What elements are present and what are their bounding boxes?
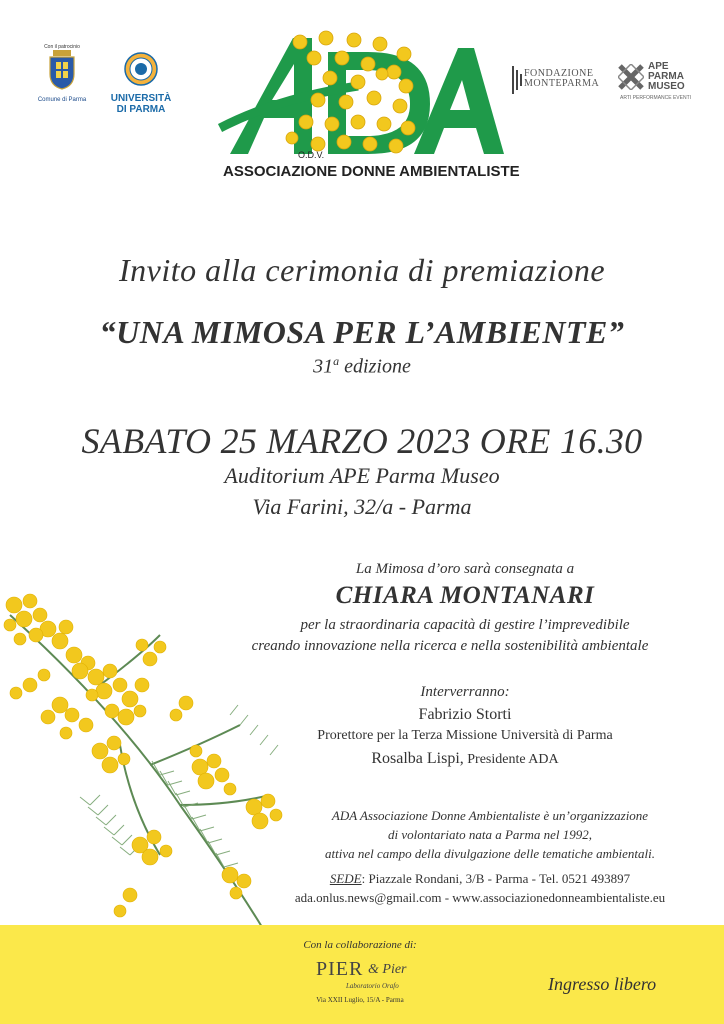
speaker2-role: Presidente ADA [463, 752, 559, 767]
speaker2 [300, 750, 630, 768]
collaboration-label: Con la collaborazione di: [303, 939, 417, 951]
association-name: ASSOCIAZIONE DONNE AMBIENTALISTE [223, 163, 520, 180]
award-motivation-line2: creando innovazione nella ricerca e nella sostenibilità ambientale [251, 638, 649, 654]
speaker1-name: Fabrizio Storti [418, 706, 512, 723]
about-line3: attiva nel campo della divulgazione delle tematiche ambientali. [325, 846, 655, 861]
event-datetime: SABATO 25 MARZO 2023 ORE 16.30 [81, 421, 643, 461]
award-motivation-line1: per la straordinaria capacità di gestire l’imprevedibile [300, 617, 630, 633]
ape-line1: APE [648, 61, 669, 72]
edition-sup: a [333, 354, 340, 368]
fondazione-monteparma-logo [512, 66, 604, 94]
ada-logo [218, 30, 508, 180]
speaker1-role: Prorettore per la Terza Missione Università di Parma [317, 728, 613, 743]
speakers-label: Interverranno: [420, 684, 510, 700]
pier-sponsor-logo [312, 958, 412, 992]
university-name-line1: UNIVERSITÀ [110, 93, 172, 104]
event-venue: Auditorium APE Parma Museo [224, 463, 500, 488]
fondazione-mark-icon [512, 66, 522, 94]
edition-word: edizione [339, 355, 411, 378]
edition-number: 31 [313, 355, 334, 378]
fondazione-line1: FONDAZIONE [524, 68, 594, 79]
edition [0, 354, 724, 379]
ape-line3: MUSEO [648, 81, 685, 92]
comune-name: Comune di Parma [37, 97, 87, 103]
sede-label: SEDE [329, 871, 362, 886]
event-address: Via Farini, 32/a - Parma [252, 494, 472, 519]
patronage-label: Con il patrocinio [44, 44, 80, 50]
coat-of-arms-icon [47, 50, 77, 90]
university-name-line2: DI PARMA [116, 104, 166, 115]
event-title: “UNA MIMOSA PER L’AMBIENTE” [99, 314, 625, 350]
university-seal-icon [124, 52, 158, 86]
odv-label: O.D.V. [298, 150, 325, 160]
award-winner: CHIARA MONTANARI [335, 582, 595, 609]
sede-address [250, 871, 710, 887]
sede-value: : Piazzale Rondani, 3/B - Parma - Tel. 0521 493897 [361, 871, 631, 886]
sponsor-sub: Laboratorio Orafo [346, 982, 399, 990]
award-intro: La Mimosa d’oro sarà consegnata a [355, 561, 575, 577]
ape-line2: PARMA [648, 71, 684, 82]
ape-subtitle: ARTI PERFORMANCE EVENTI [620, 95, 692, 101]
sponsor-script: & Pier [368, 962, 407, 977]
comune-di-parma-logo [32, 44, 92, 103]
about-line2: di volontariato nata a Parma nel 1992, [387, 827, 593, 842]
sponsor-address: Via XXII Luglio, 15/A - Parma [316, 996, 404, 1004]
speaker2-name: Rosalba Lispi, [371, 750, 464, 767]
ape-parma-museo-logo [618, 62, 712, 102]
sponsor-name: PIER [316, 958, 364, 980]
universita-di-parma-logo [104, 52, 178, 115]
about-line1: ADA Associazione Donne Ambientaliste è un’organizzazione [331, 808, 649, 823]
contacts: ada.onlus.news@gmail.com - www.associazionedonneambientaliste.eu [294, 890, 666, 905]
ape-mark-icon [618, 64, 644, 90]
invitation-heading: Invito alla cerimonia di premiazione [118, 252, 606, 288]
fondazione-line2: MONTEPARMA [524, 78, 600, 89]
free-entrance: Ingresso libero [548, 974, 657, 994]
about-association [270, 806, 710, 863]
